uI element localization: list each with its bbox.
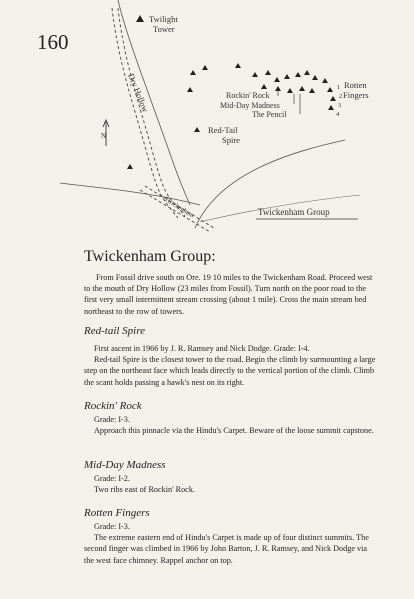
red-tail-spire-label-1: Red-Tail bbox=[208, 125, 238, 135]
dry-hollow-road bbox=[112, 8, 185, 218]
paragraph: Grade: I-3. bbox=[94, 415, 130, 424]
dry-hollow-label: Dry Hollow bbox=[126, 72, 151, 114]
rotten-fingers-label-2: Fingers bbox=[343, 90, 369, 100]
section-text-red-tail-spire bbox=[84, 343, 376, 388]
paragraph: Approach this pinnacle via the Hindu's Carpet. Beware of the loose summit capstone. bbox=[94, 426, 374, 436]
paragraph: The extreme eastern end of Hindu's Carpet is made up of four distinct summits. The second finger was climbed in 1966 by John Barton, J. R. Ramsey, and Nick Dodge via the west face chimney. Rappel anchor on top. bbox=[84, 533, 369, 565]
section-title-rotten-fingers: Rotten Fingers bbox=[84, 507, 150, 519]
finger-number-2: 2 bbox=[339, 93, 343, 100]
twickenham-road-label: Twickenham bbox=[162, 195, 196, 220]
twilight-tower-label-1: Twilight bbox=[149, 14, 178, 24]
tower-symbols bbox=[127, 63, 336, 169]
paragraph: Grade: I-3. bbox=[94, 522, 130, 531]
intro-paragraph: From Fossil drive south on Ore. 19 10 miles to the Twickenham Road. Proceed west to the mouth of Dry Hollow (23 miles from Fossil). Turn north on the poor road to the first very small intermittent stream crossing (about 1 mile). Cross the main stream bed northeast to the row of towers. bbox=[84, 273, 373, 316]
rotten-fingers-label-1: Rotten bbox=[344, 80, 367, 90]
red-tail-spire-label-2: Spire bbox=[222, 135, 240, 145]
mid-day-madness-label: Mid-Day Madness bbox=[220, 101, 280, 110]
section-title-red-tail-spire: Red-tail Spire bbox=[84, 325, 145, 337]
paragraph: Red-tail Spire is the closest tower to the road. Begin the climb by surmounting a large step on the northeast face which leads directly to the vertical portion of the climb. Climb the scant holds passing a hawk's nest on its right. bbox=[84, 355, 376, 387]
finger-number-1: 1 bbox=[337, 84, 341, 91]
finger-number-3: 3 bbox=[338, 102, 342, 109]
paragraph: Grade: I-2. bbox=[94, 474, 130, 483]
the-pencil-label: The Pencil bbox=[252, 110, 287, 119]
section-text-mid-day-madness bbox=[84, 473, 376, 495]
section-title-mid-day-madness: Mid-Day Madness bbox=[84, 459, 166, 471]
section-title-rockin-rock: Rockin' Rock bbox=[84, 400, 142, 412]
twilight-tower-label-2: Tower bbox=[153, 24, 175, 34]
section-text-rotten-fingers bbox=[84, 521, 376, 566]
twickenham-group-label: Twickenham Group bbox=[258, 207, 330, 217]
section-text-rockin-rock bbox=[84, 414, 376, 436]
north-label: N bbox=[101, 132, 107, 140]
paragraph: First ascent in 1966 by J. R. Ramsey and Nick Dodge. Grade: I-4. bbox=[94, 344, 310, 353]
section-heading: Twickenham Group: bbox=[84, 248, 216, 265]
page-number: 160 bbox=[37, 30, 69, 54]
approach-map bbox=[0, 0, 414, 245]
ground-line bbox=[60, 183, 200, 205]
twilight-tower-icon bbox=[136, 15, 144, 22]
rockin-rock-label: Rockin' Rock bbox=[226, 91, 270, 100]
paragraph: Two ribs east of Rockin' Rock. bbox=[94, 485, 195, 495]
finger-number-4: 4 bbox=[336, 111, 340, 118]
